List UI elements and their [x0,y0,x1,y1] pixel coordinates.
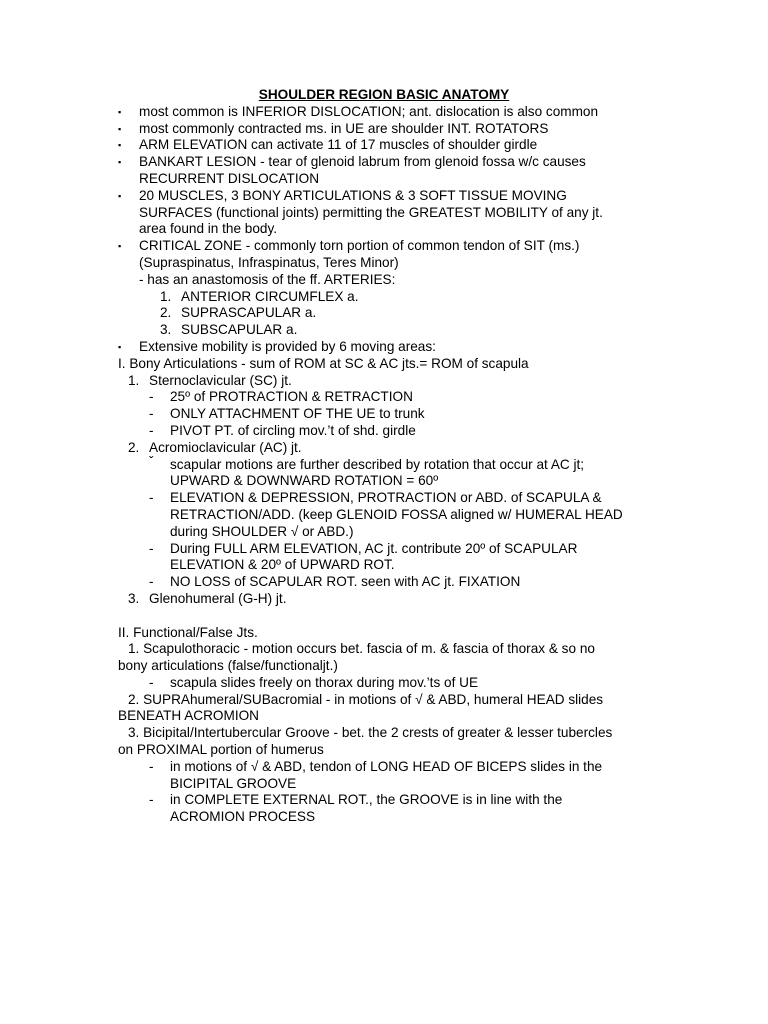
bullet-icon: ▪ [118,157,122,168]
spacer [0,608,768,625]
artery-text: SUPRASCAPULAR a. [181,305,317,321]
bullet-text: CRITICAL ZONE - commonly torn portion of common tendon of SIT (ms.) [139,238,580,254]
dash-text: ELEVATION & 20º of UPWARD ROT. [170,557,395,573]
dash-text: scapular motions are further described by rotation that occur at AC jt; [170,456,585,472]
dash-text: during SHOULDER √ or ABD.) [170,523,354,539]
dash-continuation [0,776,768,793]
bullet-continuation [0,272,768,289]
functional-continuation [0,708,768,725]
dash-icon: - [149,792,154,808]
dash-icon: - [149,406,154,422]
dash-icon: - [149,674,154,690]
dash-icon: - [149,490,154,506]
artery-item [0,289,768,306]
section-2-heading: II. Functional/False Jts. [118,624,258,640]
dash-continuation [0,524,768,541]
section-1-heading: I. Bony Articulations - sum of ROM at SC & AC jts.= ROM of scapula [118,355,529,371]
document-title: SHOULDER REGION BASIC ANATOMY [258,87,510,102]
bullet-text: SURFACES (functional joints) permitting the GREATEST MOBILITY of any jt. [139,204,603,220]
bullet-item [0,137,768,154]
bullet-icon: ▪ [118,190,122,201]
dash-text: PIVOT PT. of circling mov.’t of shd. girdle [170,422,416,438]
dash-text: scapula slides freely on thorax during mov.’ts of UE [170,674,479,690]
functional-text: on PROXIMAL portion of humerus [118,742,324,758]
dash-text: UPWARD & DOWNWARD ROTATION = 60º [170,473,439,489]
dash-item [0,759,768,776]
functional-item [0,641,768,658]
bullet-text: most commonly contracted ms. in UE are shoulder INT. ROTATORS [139,120,549,136]
dash-text: in motions of √ & ABD, tendon of LONG HEAD OF BICEPS slides in the [170,758,603,774]
bullet-continuation [0,171,768,188]
dash-continuation [0,507,768,524]
bullet-continuation [0,221,768,238]
artery-item [0,305,768,322]
dash-item [0,574,768,591]
dash-continuation [0,809,768,826]
bullet-text: (Supraspinatus, Infraspinatus, Teres Minor) [139,254,399,270]
bullet-continuation [0,255,768,272]
bullet-text: - has an anastomosis of the ff. ARTERIES: [139,271,396,287]
bullet-item [0,154,768,171]
subsection-title: Acromioclavicular (AC) jt. [149,439,302,455]
dash-text: ELEVATION & DEPRESSION, PROTRACTION or ABD. of SCAPULA & [170,490,602,506]
dash-item [0,541,768,558]
bullet-text: area found in the body. [139,221,278,237]
dash-icon: - [149,540,154,556]
subsection-title: Glenohumeral (G-H) jt. [149,590,287,606]
bullet-item [0,339,768,356]
functional-item [0,725,768,742]
dash-text: in COMPLETE EXTERNAL ROT., the GROOVE is in line with the [170,792,563,808]
functional-text: bony articulations (false/functionaljt.) [118,658,338,674]
artery-item [0,322,768,339]
dash-text: RETRACTION/ADD. (keep GLENOID FOSSA aligned w/ HUMERAL HEAD [170,506,623,522]
list-number: 1. [128,372,140,388]
section-heading [0,356,768,373]
dash-item [0,675,768,692]
bullet-text: most common is INFERIOR DISLOCATION; ant. dislocation is also common [139,103,599,119]
bullet-icon: ▪ [118,140,122,151]
bullet-icon: ▪ [118,341,122,352]
artery-text: SUBSCAPULAR a. [181,322,298,338]
functional-item [0,692,768,709]
bullet-text: BANKART LESION - tear of glenoid labrum from glenoid fossa w/c causes [139,154,586,170]
subsection-item [0,373,768,390]
dash-continuation [0,557,768,574]
list-number: 2. [128,439,140,455]
bullet-text: 20 MUSCLES, 3 BONY ARTICULATIONS & 3 SOFT TISSUE MOVING [139,187,567,203]
list-number: 2. [160,305,172,321]
dash-item [0,792,768,809]
dash-text: During FULL ARM ELEVATION, AC jt. contribute 20º of SCAPULAR [170,540,578,556]
list-number: 3. [128,590,140,606]
dash-item [0,453,768,474]
document-title-line [0,87,768,104]
bullet-icon: ▪ [118,241,122,252]
dash-text: NO LOSS of SCAPULAR ROT. seen with AC jt. FIXATION [170,574,521,590]
list-number: 3. [160,322,172,338]
dash-text: BICIPITAL GROOVE [170,775,297,791]
bullet-text: Extensive mobility is provided by 6 moving areas: [139,338,436,354]
functional-continuation [0,742,768,759]
dash-item [0,389,768,406]
dash-continuation [0,473,768,490]
list-number: 1. [160,288,172,304]
dash-icon: - [149,758,154,774]
dash-text: ACROMION PROCESS [170,809,316,825]
bullet-item [0,121,768,138]
bullet-item [0,238,768,255]
subsection-item [0,591,768,608]
dash-text: 25º of PROTRACTION & RETRACTION [170,389,413,405]
subsection-title: Sternoclavicular (SC) jt. [149,372,292,388]
bullet-icon: ▪ [118,123,122,134]
functional-lead: 3. Bicipital/Intertubercular Groove - bet. the 2 crests of greater & lesser tubercles [128,725,613,741]
bullet-text: ARM ELEVATION can activate 11 of 17 muscles of shoulder girdle [139,137,538,153]
dash-icon: - [149,389,154,405]
functional-continuation [0,658,768,675]
dash-icon: - [149,422,154,438]
bullet-item [0,104,768,121]
artery-text: ANTERIOR CIRCUMFLEX a. [181,288,359,304]
dash-icon: - [149,574,154,590]
dash-item [0,423,768,440]
functional-text: BENEATH ACROMION [118,708,259,724]
dash-item [0,406,768,423]
subsection-item [0,440,768,457]
caron-mark-icon: ˇ [149,453,154,469]
dash-text: ONLY ATTACHMENT OF THE UE to trunk [170,406,425,422]
dash-item [0,490,768,507]
document-page [0,87,768,826]
bullet-continuation [0,205,768,222]
section-heading [0,625,768,642]
bullet-item [0,188,768,205]
bullet-text: RECURRENT DISLOCATION [139,170,320,186]
bullet-icon: ▪ [118,106,122,117]
functional-lead: 2. SUPRAhumeral/SUBacromial - in motions of √ & ABD, humeral HEAD slides [128,691,604,707]
functional-lead: 1. Scapulothoracic - motion occurs bet. fascia of m. & fascia of thorax & so no [128,641,595,657]
